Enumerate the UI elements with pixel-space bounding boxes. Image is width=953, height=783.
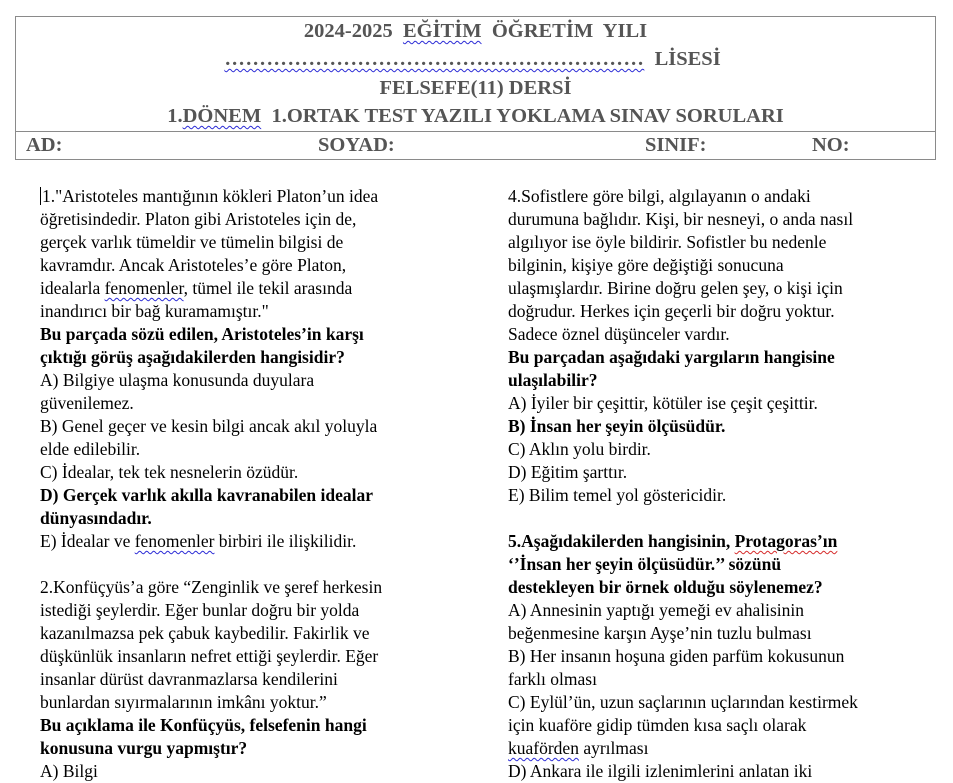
option-e: E) İdealar ve fenomenler birbiri ile ilişkilidir. — [40, 531, 357, 551]
option-a: A) Annesinin yaptığı yemeği ev ahalisinin — [508, 600, 804, 620]
number-field[interactable]: NO: — [812, 134, 850, 156]
option-b: B) Her insanın hoşuna giden parfüm kokusunun — [508, 646, 845, 666]
exam-header — [15, 16, 936, 160]
option-e: E) Bilim temel yol göstericidir. — [508, 485, 727, 505]
exam-title: 1.DÖNEM 1.ORTAK TEST YAZILI YOKLAMA SINAV SORULARI — [167, 105, 784, 127]
school-name-blank[interactable]: …………………………………………………… — [224, 48, 645, 70]
option-a: A) Bilgi — [40, 761, 98, 781]
option-a: A) Bilgiye ulaşma konusunda duyulara — [40, 370, 315, 390]
question-2: 2.Konfüçyüs’a göre “Zenginlik ve şeref herkesin istediği şeylerdir. Eğer bunlar doğru bir yolda kazanılmazsa pek çabuk kaybedilir. Fakirlik ve düşkünlük insanların nefret ettiği şeylerdir. Eğer insanlar dürüst davranmazlarsa kendilerini bunlardan sıyırmalarının imkânı yoktur.” Bu açıklama ile Konfüçyüs, felsefenin hangi konusuna vurgu yapmıştır? A) Bilgi — [40, 576, 480, 783]
option-b: B) İnsan her şeyin ölçüsüdür. — [508, 416, 726, 436]
question-4: 4.Sofistlere göre bilgi, algılayanın o andaki durumuna bağlıdır. Kişi, bir nesneyi, o anda nasıl algılıyor ise öyle bildirir. Sofistler bu nedenle bilginin, kişiye göre değiştiği sonucuna ulaşmışlardır. Birine doğru gelen şey, o kişi için doğrudur. Herkes için geçerli bir doğru yoktur. Sadece öznel düşünceler vardır. Bu parçadan aşağıdaki yargıların hangisine ulaşılabilir? A) İyiler bir çeşittir, kötüler ise çeşit çeşittir. B) İnsan her şeyin ölçüsüdür. C) Aklın yolu birdir. D) Eğitim şarttır. E) Bilim temel yol göstericidir. — [508, 185, 938, 507]
option-b: B) Genel geçer ve kesin bilgi ancak akıl yoluyla — [40, 416, 378, 436]
option-d: D) Ankara ile ilgili izlenimlerini anlatan iki — [508, 761, 813, 781]
option-d: D) Eğitim şarttır. — [508, 462, 628, 482]
right-column — [508, 185, 938, 783]
option-c: C) İdealar, tek tek nesnelerin özüdür. — [40, 462, 299, 482]
left-column — [40, 185, 480, 783]
course-title: FELSEFE(11) DERSİ — [379, 77, 572, 99]
text-cursor — [40, 187, 41, 205]
option-a: A) İyiler bir çeşittir, kötüler ise çeşit çeşittir. — [508, 393, 818, 413]
question-1: 1."Aristoteles mantığının kökleri Platon’un idea öğretisindedir. Platon gibi Aristoteles için de, gerçek varlık tümeldir ve tümelin bilgisi de kavramdır. Ancak Aristoteles’e göre Platon, idealarla fenomenler, tümel ile tekil arasında inandırıcı bir bağ kuramamıştır." Bu parçada sözü edilen, Aristoteles’in karşı çıktığı görüş aşağıdakilerden hangisidir? A) Bilgiye ulaşma konusunda duyulara güvenilemez. B) Genel geçer ve kesin bilgi ancak akıl yoluyla elde edilebilir. C) İdealar, tek tek nesnelerin özüdür. D) Gerçek varlık akılla kavranabilen idealar dünyasındadır. E) İdealar ve fenomenler birbiri ile ilişkilidir. — [40, 185, 480, 553]
academic-year: 2024-2025 EĞİTİM ÖĞRETİM YILI — [303, 20, 648, 42]
question-5: 5.Aşağıdakilerden hangisinin, Protagoras’ın ‘’İnsan her şeyin ölçüsüdür.’’ sözünü destekleyen bir örnek olduğu söylenemez? A) Annesinin yaptığı yemeği ev ahalisinin beğenmesine karşın Ayşe’nin tuzlu bulması B) Her insanın hoşuna giden parfüm kokusunun farklı olması C) Eylül’ün, uzun saçlarının uçlarından kestirmek için kuaföre gidip tümden kısa saçlı olarak kuaförden ayrılması D) Ankara ile ilgili izlenimlerini anlatan iki — [508, 530, 938, 783]
option-d: D) Gerçek varlık akılla kavranabilen idealar — [40, 485, 373, 505]
header-divider — [16, 131, 935, 132]
option-c: C) Aklın yolu birdir. — [508, 439, 651, 459]
class-field[interactable]: SINIF: — [645, 134, 707, 156]
option-c: C) Eylül’ün, uzun saçlarının uçlarından kestirmek — [508, 692, 858, 712]
school-name-line: …………………………………………………… LİSESİ — [224, 48, 721, 70]
surname-field[interactable]: SOYAD: — [318, 134, 395, 156]
name-field[interactable]: AD: — [26, 134, 63, 156]
